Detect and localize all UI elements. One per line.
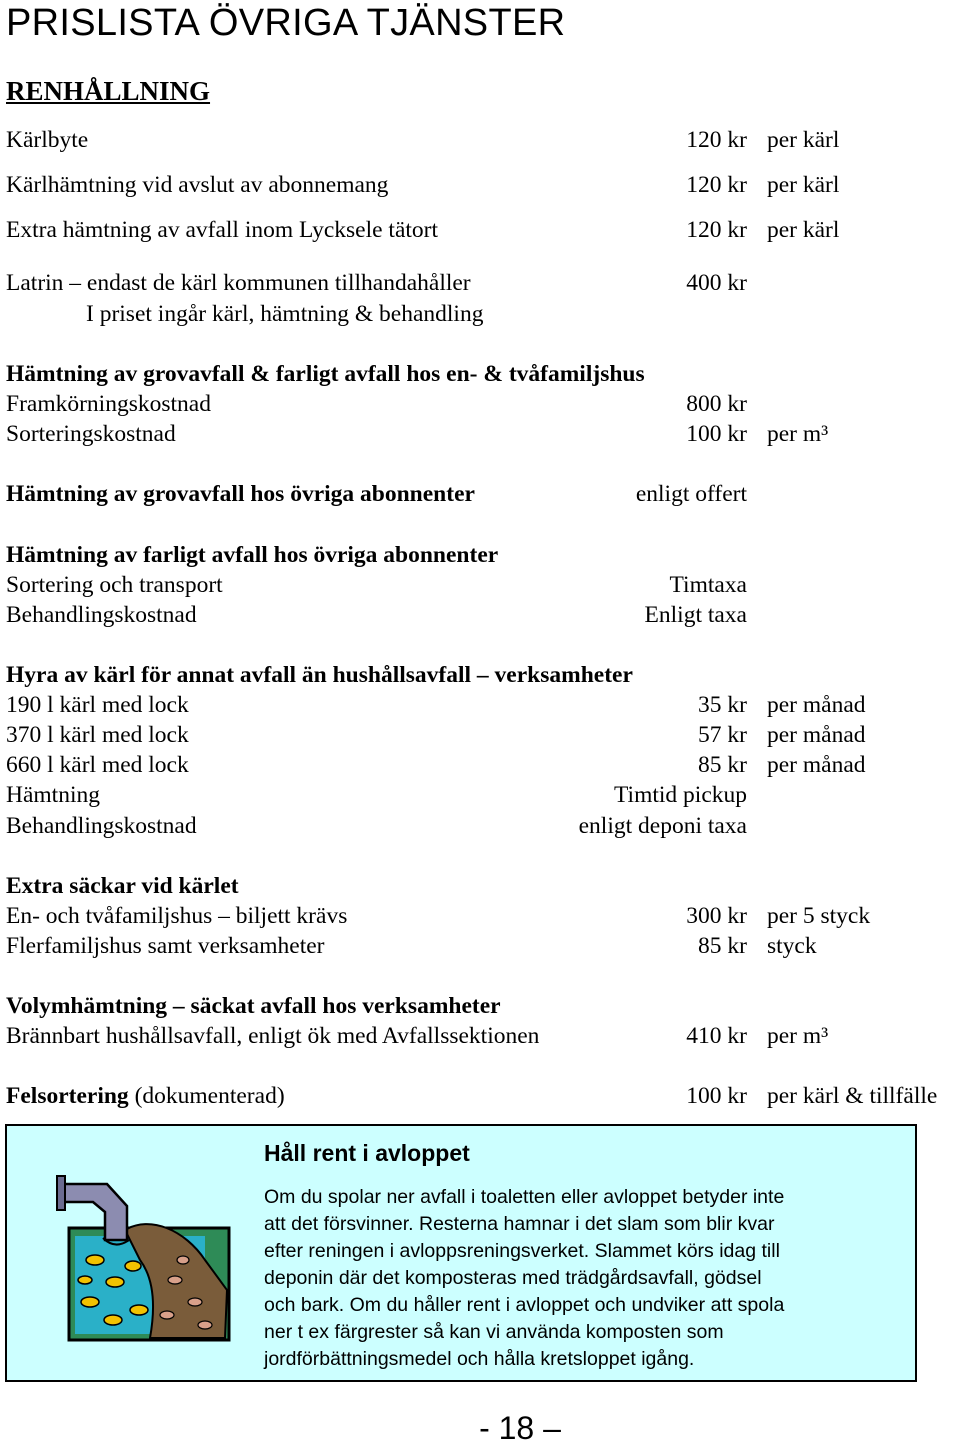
group-heading-label: Hämtning av grovavfall hos övriga abonnenter (6, 481, 475, 507)
price-row (0, 419, 960, 449)
price-unit: per 5 styck (767, 903, 871, 929)
info-text-line: ner t ex färgrester så kan vi använda komposten som (264, 1321, 724, 1343)
price-row (0, 389, 960, 419)
service-label: Framkörningskostnad (6, 391, 211, 417)
service-label-rest: (dokumenterad) (128, 1083, 285, 1109)
service-label: Sorteringskostnad (6, 421, 176, 447)
group-heading (0, 540, 960, 570)
service-label: Kärlhämtning vid avslut av abonnemang (6, 172, 389, 198)
service-label: 660 l kärl med lock (6, 752, 189, 778)
price-value: 100 kr (686, 1083, 747, 1109)
price-note-row (0, 299, 960, 329)
service-label (6, 1081, 285, 1111)
price-value: 35 kr (698, 692, 747, 718)
info-box-text (264, 1184, 904, 1373)
price-row (0, 1021, 960, 1051)
price-row (0, 570, 960, 600)
section-heading: RENHÅLLNING (6, 76, 211, 106)
price-row (0, 780, 960, 810)
service-label: Flerfamiljshus samt verksamheter (6, 933, 325, 959)
service-label-bold: Felsortering (6, 1083, 129, 1109)
info-text-line: och bark. Om du håller rent i avloppet och undviker att spola (264, 1294, 785, 1316)
info-text-line: efter reningen i avloppsreningsverket. Slammet körs idag till (264, 1240, 780, 1262)
price-row (0, 125, 960, 155)
service-label: 190 l kärl med lock (6, 692, 189, 718)
price-unit: per kärl & tillfälle (767, 1083, 938, 1109)
info-box (5, 1124, 917, 1382)
price-row (0, 931, 960, 961)
price-unit: styck (767, 933, 817, 959)
price-value: Timtaxa (669, 572, 747, 598)
service-label: 370 l kärl med lock (6, 722, 189, 748)
service-label: Extra hämtning av avfall inom Lycksele tätort (6, 217, 439, 243)
service-label: En- och tvåfamiljshus – biljett krävs (6, 903, 348, 929)
sewer-pipe-clipart-icon (55, 1170, 235, 1350)
service-label: Sortering och transport (6, 572, 223, 598)
price-unit: per kärl (767, 217, 840, 243)
group-heading (0, 871, 960, 901)
price-row (0, 600, 960, 630)
service-note: I priset ingår kärl, hämtning & behandling (86, 301, 484, 327)
price-row (0, 268, 960, 298)
price-value: enligt offert (635, 481, 747, 507)
price-value: Timtid pickup (614, 782, 747, 808)
price-unit: per månad (767, 752, 866, 778)
price-value: 120 kr (686, 172, 747, 198)
info-text-line: Om du spolar ner avfall i toaletten eller avloppet betyder inte (264, 1186, 785, 1208)
price-value: 400 kr (686, 270, 747, 296)
price-value: Enligt taxa (644, 602, 747, 628)
price-row (0, 170, 960, 200)
price-row (0, 811, 960, 841)
group-heading (0, 660, 960, 690)
page-title: PRISLISTA ÖVRIGA TJÄNSTER (6, 2, 566, 44)
price-unit: per månad (767, 722, 866, 748)
service-label: Behandlingskostnad (6, 813, 197, 839)
price-unit: per m³ (767, 421, 829, 447)
price-value: 57 kr (698, 722, 747, 748)
price-value: 100 kr (686, 421, 747, 447)
price-row (0, 690, 960, 720)
service-label: Brännbart hushållsavfall, enligt ök med Avfallssektionen (6, 1023, 540, 1049)
price-row (0, 901, 960, 931)
price-unit: per kärl (767, 172, 840, 198)
price-row (0, 750, 960, 780)
price-row (0, 720, 960, 750)
service-label: Behandlingskostnad (6, 602, 197, 628)
price-unit: per månad (767, 692, 866, 718)
service-label: Latrin – endast de kärl kommunen tillhandahåller (6, 270, 471, 296)
info-box-title: Håll rent i avloppet (264, 1140, 470, 1166)
info-text-line: deponin där det komposteras med trädgårdsavfall, gödsel (264, 1267, 762, 1289)
group-heading-label: Hämtning av grovavfall & farligt avfall hos en- & tvåfamiljshus (6, 361, 645, 387)
service-label: Kärlbyte (6, 127, 89, 153)
info-text-line: att det försvinner. Resterna hamnar i det slam som blir kvar (264, 1213, 775, 1235)
price-unit: per m³ (767, 1023, 829, 1049)
price-value: 120 kr (686, 217, 747, 243)
price-value: 800 kr (686, 391, 747, 417)
price-value: 410 kr (686, 1023, 747, 1049)
price-row (0, 1081, 960, 1111)
group-heading (0, 359, 960, 389)
group-heading-label: Hämtning av farligt avfall hos övriga abonnenter (6, 542, 499, 568)
price-value: 300 kr (686, 903, 747, 929)
info-text-line: jordförbättningsmedel och hålla kretsloppet igång. (264, 1348, 695, 1370)
group-heading-label: Hyra av kärl för annat avfall än hushållsavfall – verksamheter (6, 662, 633, 688)
price-unit: per kärl (767, 127, 840, 153)
price-value: 85 kr (698, 752, 747, 778)
group-heading-label: Extra säckar vid kärlet (6, 873, 239, 899)
group-heading (0, 479, 960, 509)
price-value: 85 kr (698, 933, 747, 959)
price-row (0, 215, 960, 245)
price-value: enligt deponi taxa (578, 813, 747, 839)
page-number: - 18 – (479, 1410, 561, 1446)
group-heading-label: Volymhämtning – säckat avfall hos verksamheter (6, 993, 501, 1019)
service-label: Hämtning (6, 782, 100, 808)
group-heading (0, 991, 960, 1021)
price-value: 120 kr (686, 127, 747, 153)
